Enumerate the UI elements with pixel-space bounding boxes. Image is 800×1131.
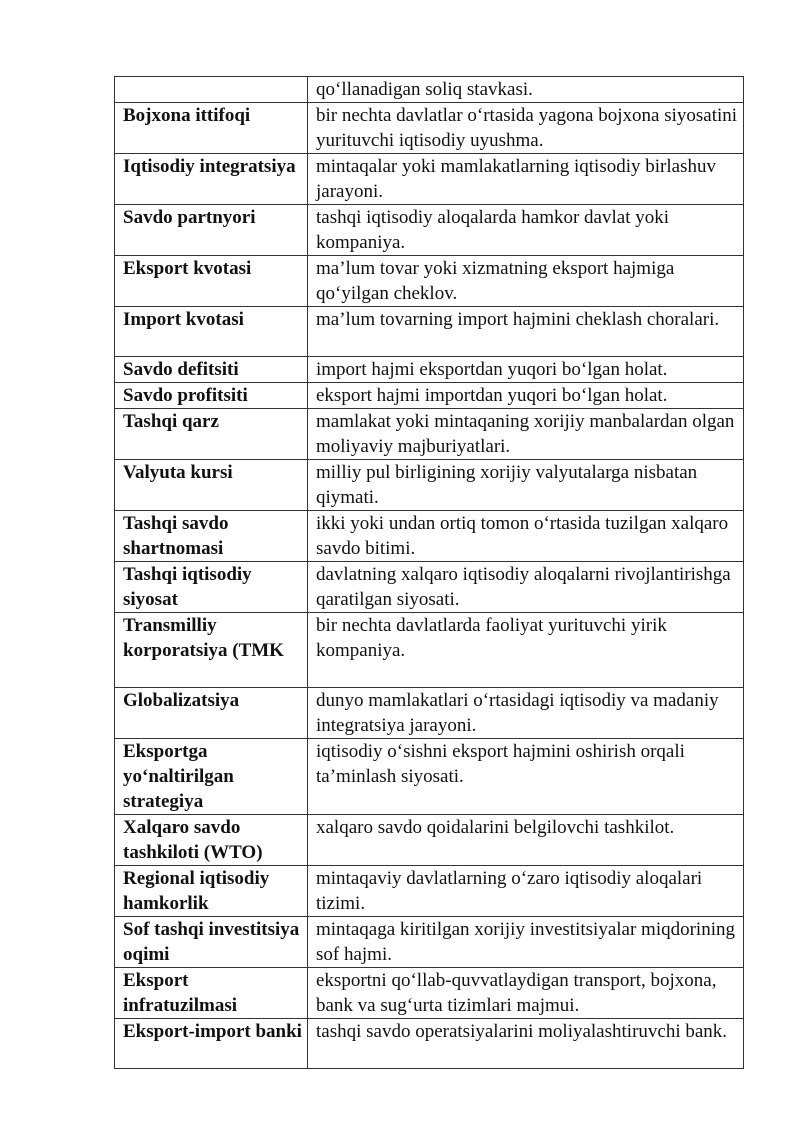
table-row	[115, 307, 744, 357]
term-cell: Savdo profitsiti	[115, 383, 308, 409]
table-row	[115, 77, 744, 103]
term-cell: Tashqi iqtisodiy siyosat	[115, 562, 308, 613]
table-row	[115, 739, 744, 815]
definition-cell: ma’lum tovarning import hajmini cheklash choralari.	[308, 307, 744, 357]
table-row	[115, 256, 744, 307]
term-cell: Sof tashqi investitsiya oqimi	[115, 917, 308, 968]
definition-cell: tashqi iqtisodiy aloqalarda hamkor davlat yoki kompaniya.	[308, 205, 744, 256]
definition-cell: iqtisodiy o‘sishni eksport hajmini oshirish orqali ta’minlash siyosati.	[308, 739, 744, 815]
definition-cell: milliy pul birligining xorijiy valyutalarga nisbatan qiymati.	[308, 460, 744, 511]
table-row	[115, 1019, 744, 1069]
term-cell: Eksport kvotasi	[115, 256, 308, 307]
term-cell: Iqtisodiy integratsiya	[115, 154, 308, 205]
term-cell: Transmilliy korporatsiya (TMK	[115, 613, 308, 688]
term-cell: Regional iqtisodiy hamkorlik	[115, 866, 308, 917]
definition-cell: bir nechta davlatlarda faoliyat yurituvchi yirik kompaniya.	[308, 613, 744, 688]
definition-cell: eksportni qo‘llab-quvvatlaydigan transport, bojxona, bank va sug‘urta tizimlari majmui.	[308, 968, 744, 1019]
term-cell: Import kvotasi	[115, 307, 308, 357]
table-row	[115, 383, 744, 409]
table-row	[115, 917, 744, 968]
table-row	[115, 613, 744, 688]
term-cell: Savdo partnyori	[115, 205, 308, 256]
table-row	[115, 688, 744, 739]
term-cell: Eksport infratuzilmasi	[115, 968, 308, 1019]
table-row	[115, 968, 744, 1019]
definition-cell: tashqi savdo operatsiyalarini moliyalashtiruvchi bank.	[308, 1019, 744, 1069]
table-row	[115, 409, 744, 460]
term-cell: Tashqi savdo shartnomasi	[115, 511, 308, 562]
definition-cell: dunyo mamlakatlari o‘rtasidagi iqtisodiy va madaniy integratsiya jarayoni.	[308, 688, 744, 739]
table-row	[115, 357, 744, 383]
term-cell: Bojxona ittifoqi	[115, 103, 308, 154]
term-cell: Valyuta kursi	[115, 460, 308, 511]
table-row	[115, 460, 744, 511]
table-row	[115, 866, 744, 917]
definition-cell: bir nechta davlatlar o‘rtasida yagona bojxona siyosatini yurituvchi iqtisodiy uyushma.	[308, 103, 744, 154]
definition-cell: import hajmi eksportdan yuqori bo‘lgan holat.	[308, 357, 744, 383]
table-row	[115, 511, 744, 562]
table-row	[115, 562, 744, 613]
glossary-body	[115, 77, 744, 1069]
term-cell: Globalizatsiya	[115, 688, 308, 739]
definition-cell: mintaqaviy davlatlarning o‘zaro iqtisodiy aloqalari tizimi.	[308, 866, 744, 917]
definition-cell: xalqaro savdo qoidalarini belgilovchi tashkilot.	[308, 815, 744, 866]
term-cell: Xalqaro savdo tashkiloti (WTO)	[115, 815, 308, 866]
definition-cell: ikki yoki undan ortiq tomon o‘rtasida tuzilgan xalqaro savdo bitimi.	[308, 511, 744, 562]
table-row	[115, 815, 744, 866]
term-cell: Eksport-import banki	[115, 1019, 308, 1069]
definition-cell: mamlakat yoki mintaqaning xorijiy manbalardan olgan moliyaviy majburiyatlari.	[308, 409, 744, 460]
table-row	[115, 103, 744, 154]
term-cell	[115, 77, 308, 103]
term-cell: Savdo defitsiti	[115, 357, 308, 383]
table-row	[115, 205, 744, 256]
definition-cell: davlatning xalqaro iqtisodiy aloqalarni rivojlantirishga qaratilgan siyosati.	[308, 562, 744, 613]
definition-cell: eksport hajmi importdan yuqori bo‘lgan holat.	[308, 383, 744, 409]
term-cell: Eksportga yo‘naltirilgan strategiya	[115, 739, 308, 815]
definition-cell: mintaqaga kiritilgan xorijiy investitsiyalar miqdorining sof hajmi.	[308, 917, 744, 968]
glossary-table	[114, 76, 744, 1069]
definition-cell: ma’lum tovar yoki xizmatning eksport hajmiga qo‘yilgan cheklov.	[308, 256, 744, 307]
definition-cell: mintaqalar yoki mamlakatlarning iqtisodiy birlashuv jarayoni.	[308, 154, 744, 205]
term-cell: Tashqi qarz	[115, 409, 308, 460]
table-row	[115, 154, 744, 205]
definition-cell: qo‘llanadigan soliq stavkasi.	[308, 77, 744, 103]
